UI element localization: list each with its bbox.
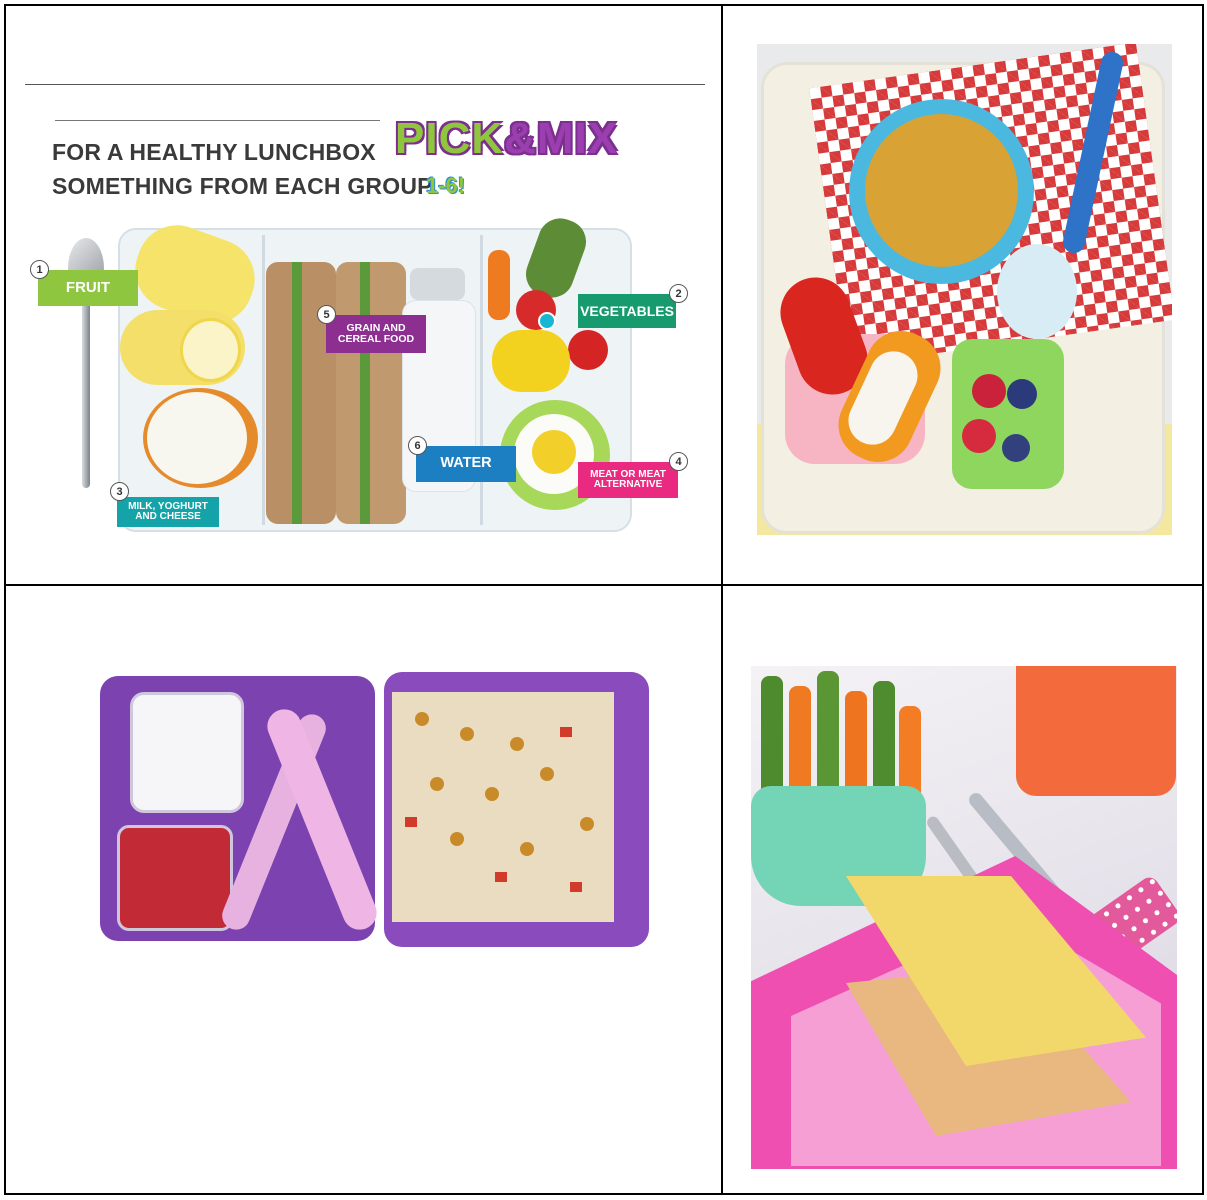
photo-frittata-lunchbox	[751, 666, 1177, 1169]
amp-text: &	[504, 114, 537, 163]
number-badge-6: 6	[408, 436, 427, 455]
orange-cup	[1016, 666, 1176, 796]
chickpea	[430, 777, 444, 791]
number-badge-1: 1	[30, 260, 49, 279]
headline-line-1: FOR A HEALTHY LUNCHBOX	[52, 139, 376, 165]
corn-image	[492, 330, 570, 392]
red-pepper-piece	[560, 727, 572, 737]
label-water: WATER	[416, 446, 516, 482]
yoghurt-pot	[130, 692, 244, 813]
spoon-handle	[82, 292, 90, 488]
headline-rule	[55, 120, 380, 121]
red-pepper-piece	[495, 872, 507, 882]
green-cupcake-case	[952, 339, 1064, 489]
number-badge-4: 4	[669, 452, 688, 471]
mix-text: MIX	[536, 114, 619, 163]
chickpea	[450, 832, 464, 846]
blueberry	[1002, 434, 1030, 462]
label-vegetables: VEGETABLES	[578, 294, 676, 328]
photo-purple-lunchbox	[90, 667, 654, 970]
strawberry	[962, 419, 996, 453]
number-badge-2: 2	[669, 284, 688, 303]
yoghurt-image	[147, 392, 247, 484]
pick-and-mix-logo	[395, 114, 618, 164]
photo-rice-lunchbox	[757, 44, 1172, 535]
spoon-bowl	[997, 244, 1077, 339]
number-badge-3: 3	[110, 482, 129, 501]
chickpea	[460, 727, 474, 741]
tray-divider	[262, 235, 265, 525]
group-range: 1-6!	[426, 173, 466, 198]
blueberry	[1007, 379, 1037, 409]
marker-dot	[538, 312, 556, 330]
strawberry	[972, 374, 1006, 408]
lettuce-layer	[360, 262, 370, 524]
label-grain-cereal: GRAIN AND CEREAL FOOD	[326, 315, 426, 353]
pick-text: PICK	[395, 114, 505, 163]
label-milk-yoghurt-cheese: MILK, YOGHURT AND CHEESE	[117, 497, 219, 527]
strawberries-pot	[117, 825, 233, 931]
bottle-cap	[410, 268, 465, 300]
headline-line-2: SOMETHING FROM EACH GROUP	[52, 173, 433, 199]
grid-divider-vertical	[721, 4, 723, 1195]
tomato-image	[568, 330, 608, 370]
grid-divider-horizontal	[4, 584, 1204, 586]
label-meat-alternative: MEAT OR MEAT ALTERNATIVE	[578, 462, 678, 498]
egg-yolk	[532, 430, 576, 474]
number-badge-5: 5	[317, 305, 336, 324]
chickpea	[415, 712, 429, 726]
red-pepper-piece	[405, 817, 417, 827]
label-fruit: FRUIT	[38, 270, 138, 306]
carrot-image	[488, 250, 510, 320]
lettuce-layer	[292, 262, 302, 524]
sandwich-image	[336, 262, 406, 524]
top-rule	[25, 84, 705, 85]
chickpea	[580, 817, 594, 831]
chickpea	[510, 737, 524, 751]
chickpea	[485, 787, 499, 801]
chickpea	[540, 767, 554, 781]
headline	[52, 135, 433, 203]
rice-salad	[865, 114, 1018, 267]
banana-slice	[180, 318, 241, 382]
chickpea	[520, 842, 534, 856]
red-pepper-piece	[570, 882, 582, 892]
